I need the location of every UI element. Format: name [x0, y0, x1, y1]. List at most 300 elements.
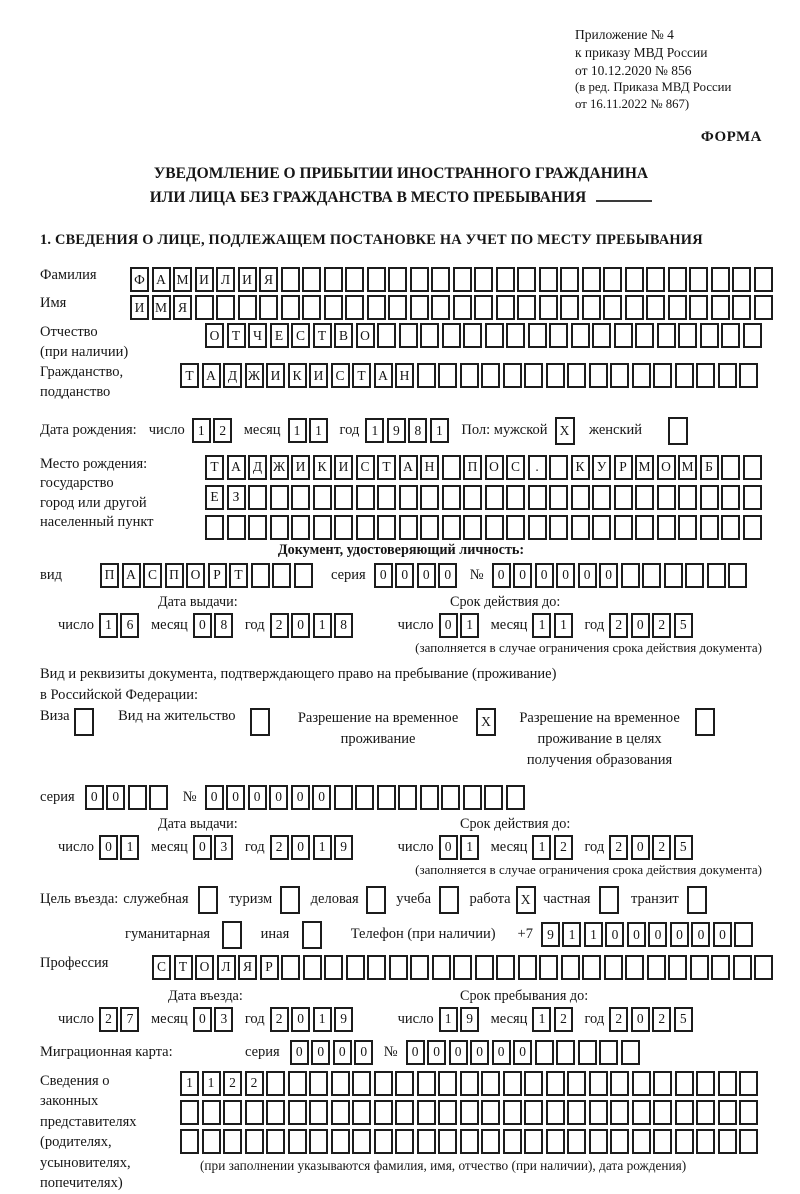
char-cell[interactable] — [743, 323, 762, 348]
char-cell[interactable] — [474, 267, 493, 292]
char-cell[interactable]: А — [122, 563, 141, 588]
char-cell[interactable]: 0 — [427, 1040, 446, 1065]
char-cell[interactable] — [463, 323, 482, 348]
char-cell[interactable] — [517, 295, 536, 320]
char-cell[interactable] — [546, 1071, 565, 1096]
char-cell[interactable] — [690, 955, 709, 980]
char-cell[interactable] — [632, 363, 651, 388]
char-cell[interactable] — [653, 1071, 672, 1096]
char-cell[interactable]: А — [399, 455, 418, 480]
char-cell[interactable] — [410, 955, 429, 980]
char-cell[interactable] — [571, 515, 590, 540]
char-cell[interactable] — [291, 485, 310, 510]
char-cell[interactable] — [707, 563, 726, 588]
char-cell[interactable] — [610, 1129, 629, 1154]
char-cell[interactable] — [657, 323, 676, 348]
char-cell[interactable]: А — [202, 363, 221, 388]
char-cell[interactable] — [582, 955, 601, 980]
char-cell[interactable] — [374, 1100, 393, 1125]
char-cell[interactable]: 2 — [270, 835, 289, 860]
char-cell[interactable]: М — [152, 295, 171, 320]
char-cell[interactable] — [324, 267, 343, 292]
char-cell[interactable] — [668, 417, 688, 445]
char-cell[interactable] — [366, 886, 386, 914]
char-cell[interactable] — [453, 267, 472, 292]
char-cell[interactable] — [582, 267, 601, 292]
char-cell[interactable] — [417, 363, 436, 388]
char-cell[interactable] — [535, 1040, 554, 1065]
char-cell[interactable]: Л — [216, 267, 235, 292]
char-cell[interactable] — [506, 323, 525, 348]
char-cell[interactable]: 1 — [562, 922, 581, 947]
char-cell[interactable]: 5 — [674, 1007, 693, 1032]
char-cell[interactable]: О — [485, 455, 504, 480]
char-cell[interactable]: Т — [229, 563, 248, 588]
char-cell[interactable] — [266, 1100, 285, 1125]
char-cell[interactable] — [503, 1100, 522, 1125]
char-cell[interactable] — [389, 955, 408, 980]
char-cell[interactable] — [560, 267, 579, 292]
char-cell[interactable]: Д — [223, 363, 242, 388]
char-cell[interactable] — [367, 295, 386, 320]
char-cell[interactable]: М — [173, 267, 192, 292]
char-cell[interactable] — [438, 1129, 457, 1154]
char-cell[interactable]: П — [165, 563, 184, 588]
char-cell[interactable] — [567, 1100, 586, 1125]
char-cell[interactable] — [567, 363, 586, 388]
char-cell[interactable]: Ф — [130, 267, 149, 292]
char-cell[interactable] — [668, 267, 687, 292]
char-cell[interactable]: 0 — [354, 1040, 373, 1065]
char-cell[interactable] — [625, 955, 644, 980]
char-cell[interactable]: 1 — [532, 835, 551, 860]
char-cell[interactable]: 2 — [223, 1071, 242, 1096]
char-cell[interactable] — [528, 515, 547, 540]
char-cell[interactable] — [345, 267, 364, 292]
char-cell[interactable]: К — [571, 455, 590, 480]
char-cell[interactable]: О — [205, 323, 224, 348]
char-cell[interactable]: П — [100, 563, 119, 588]
char-cell[interactable]: Т — [180, 363, 199, 388]
char-cell[interactable]: 8 — [334, 613, 353, 638]
char-cell[interactable] — [294, 563, 313, 588]
char-cell[interactable] — [303, 955, 322, 980]
char-cell[interactable]: И — [291, 455, 310, 480]
char-cell[interactable]: К — [288, 363, 307, 388]
char-cell[interactable] — [524, 1100, 543, 1125]
char-cell[interactable]: Е — [270, 323, 289, 348]
char-cell[interactable] — [442, 455, 461, 480]
char-cell[interactable] — [571, 485, 590, 510]
char-cell[interactable] — [632, 1100, 651, 1125]
char-cell[interactable]: 0 — [578, 563, 597, 588]
char-cell[interactable]: 1 — [313, 1007, 332, 1032]
char-cell[interactable] — [687, 886, 707, 914]
char-cell[interactable] — [281, 955, 300, 980]
char-cell[interactable]: 0 — [205, 785, 224, 810]
char-cell[interactable] — [695, 708, 715, 736]
char-cell[interactable]: 5 — [674, 835, 693, 860]
char-cell[interactable]: 0 — [406, 1040, 425, 1065]
char-cell[interactable]: 1 — [584, 922, 603, 947]
char-cell[interactable] — [485, 485, 504, 510]
char-cell[interactable] — [739, 1129, 758, 1154]
char-cell[interactable] — [331, 1100, 350, 1125]
char-cell[interactable] — [546, 1100, 565, 1125]
char-cell[interactable]: Л — [217, 955, 236, 980]
char-cell[interactable]: 0 — [513, 563, 532, 588]
char-cell[interactable]: М — [635, 455, 654, 480]
char-cell[interactable] — [549, 455, 568, 480]
char-cell[interactable] — [754, 295, 773, 320]
char-cell[interactable] — [647, 955, 666, 980]
char-cell[interactable] — [324, 295, 343, 320]
char-cell[interactable] — [334, 785, 353, 810]
char-cell[interactable] — [410, 295, 429, 320]
char-cell[interactable]: 1 — [430, 418, 449, 443]
char-cell[interactable] — [518, 955, 537, 980]
char-cell[interactable]: 0 — [226, 785, 245, 810]
char-cell[interactable] — [128, 785, 147, 810]
char-cell[interactable]: 1 — [439, 1007, 458, 1032]
char-cell[interactable] — [266, 1129, 285, 1154]
char-cell[interactable]: 0 — [248, 785, 267, 810]
char-cell[interactable]: 0 — [193, 613, 212, 638]
char-cell[interactable]: 0 — [291, 613, 310, 638]
char-cell[interactable]: 0 — [417, 563, 436, 588]
char-cell[interactable]: Д — [248, 455, 267, 480]
char-cell[interactable] — [589, 363, 608, 388]
char-cell[interactable]: 1 — [365, 418, 384, 443]
char-cell[interactable]: 0 — [374, 563, 393, 588]
char-cell[interactable] — [442, 485, 461, 510]
char-cell[interactable] — [614, 485, 633, 510]
char-cell[interactable] — [248, 515, 267, 540]
char-cell[interactable] — [245, 1129, 264, 1154]
char-cell[interactable] — [664, 563, 683, 588]
char-cell[interactable] — [642, 563, 661, 588]
char-cell[interactable] — [463, 515, 482, 540]
char-cell[interactable]: 0 — [631, 613, 650, 638]
char-cell[interactable]: 0 — [312, 785, 331, 810]
char-cell[interactable]: 1 — [288, 418, 307, 443]
char-cell[interactable] — [431, 295, 450, 320]
char-cell[interactable] — [718, 363, 737, 388]
char-cell[interactable]: 2 — [213, 418, 232, 443]
char-cell[interactable] — [696, 363, 715, 388]
char-cell[interactable] — [216, 295, 235, 320]
char-cell[interactable] — [460, 1071, 479, 1096]
char-cell[interactable] — [506, 515, 525, 540]
char-cell[interactable] — [417, 1071, 436, 1096]
char-cell[interactable]: А — [227, 455, 246, 480]
char-cell[interactable]: 0 — [290, 1040, 309, 1065]
char-cell[interactable] — [578, 1040, 597, 1065]
char-cell[interactable] — [589, 1100, 608, 1125]
char-cell[interactable] — [721, 455, 740, 480]
char-cell[interactable] — [524, 1129, 543, 1154]
char-cell[interactable] — [377, 485, 396, 510]
char-cell[interactable] — [603, 295, 622, 320]
char-cell[interactable] — [474, 295, 493, 320]
char-cell[interactable]: 0 — [291, 785, 310, 810]
char-cell[interactable]: 0 — [269, 785, 288, 810]
char-cell[interactable] — [721, 323, 740, 348]
char-cell[interactable] — [696, 1071, 715, 1096]
char-cell[interactable]: 2 — [609, 835, 628, 860]
char-cell[interactable] — [675, 1071, 694, 1096]
char-cell[interactable] — [223, 1100, 242, 1125]
char-cell[interactable] — [496, 267, 515, 292]
char-cell[interactable] — [250, 708, 270, 736]
char-cell[interactable]: 2 — [554, 835, 573, 860]
char-cell[interactable]: Я — [259, 267, 278, 292]
char-cell[interactable] — [621, 563, 640, 588]
char-cell[interactable] — [331, 1071, 350, 1096]
char-cell[interactable] — [388, 267, 407, 292]
char-cell[interactable] — [549, 323, 568, 348]
char-cell[interactable] — [202, 1129, 221, 1154]
char-cell[interactable] — [718, 1071, 737, 1096]
char-cell[interactable] — [270, 515, 289, 540]
char-cell[interactable] — [377, 323, 396, 348]
char-cell[interactable] — [420, 323, 439, 348]
char-cell[interactable] — [732, 267, 751, 292]
char-cell[interactable]: 2 — [652, 1007, 671, 1032]
char-cell[interactable] — [549, 485, 568, 510]
char-cell[interactable] — [589, 1071, 608, 1096]
char-cell[interactable] — [592, 485, 611, 510]
char-cell[interactable] — [743, 455, 762, 480]
char-cell[interactable] — [524, 363, 543, 388]
char-cell[interactable] — [711, 295, 730, 320]
char-cell[interactable] — [739, 1071, 758, 1096]
char-cell[interactable] — [754, 955, 773, 980]
char-cell[interactable] — [149, 785, 168, 810]
char-cell[interactable] — [417, 1100, 436, 1125]
char-cell[interactable] — [195, 295, 214, 320]
char-cell[interactable] — [689, 267, 708, 292]
char-cell[interactable] — [592, 323, 611, 348]
char-cell[interactable] — [302, 921, 322, 949]
char-cell[interactable] — [517, 267, 536, 292]
char-cell[interactable]: Н — [420, 455, 439, 480]
char-cell[interactable]: С — [143, 563, 162, 588]
char-cell[interactable] — [496, 295, 515, 320]
char-cell[interactable] — [251, 563, 270, 588]
char-cell[interactable] — [549, 515, 568, 540]
char-cell[interactable]: А — [152, 267, 171, 292]
char-cell[interactable] — [711, 267, 730, 292]
char-cell[interactable] — [281, 267, 300, 292]
char-cell[interactable] — [324, 955, 343, 980]
char-cell[interactable] — [546, 363, 565, 388]
char-cell[interactable] — [463, 485, 482, 510]
char-cell[interactable] — [485, 323, 504, 348]
char-cell[interactable]: 1 — [532, 613, 551, 638]
char-cell[interactable]: 0 — [556, 563, 575, 588]
char-cell[interactable]: X — [476, 708, 496, 736]
char-cell[interactable] — [539, 267, 558, 292]
char-cell[interactable]: 0 — [311, 1040, 330, 1065]
char-cell[interactable] — [438, 1100, 457, 1125]
char-cell[interactable] — [696, 1100, 715, 1125]
char-cell[interactable] — [632, 1129, 651, 1154]
char-cell[interactable]: Т — [313, 323, 332, 348]
char-cell[interactable]: 7 — [120, 1007, 139, 1032]
char-cell[interactable]: 1 — [309, 418, 328, 443]
char-cell[interactable] — [463, 785, 482, 810]
char-cell[interactable] — [331, 1129, 350, 1154]
char-cell[interactable]: 0 — [291, 835, 310, 860]
char-cell[interactable]: 0 — [605, 922, 624, 947]
char-cell[interactable] — [582, 295, 601, 320]
char-cell[interactable] — [503, 1071, 522, 1096]
char-cell[interactable] — [678, 485, 697, 510]
char-cell[interactable]: 0 — [631, 835, 650, 860]
char-cell[interactable]: А — [374, 363, 393, 388]
char-cell[interactable] — [675, 363, 694, 388]
char-cell[interactable] — [417, 1129, 436, 1154]
char-cell[interactable]: И — [238, 267, 257, 292]
char-cell[interactable] — [238, 295, 257, 320]
char-cell[interactable] — [481, 363, 500, 388]
char-cell[interactable] — [291, 515, 310, 540]
char-cell[interactable]: Т — [352, 363, 371, 388]
char-cell[interactable] — [334, 485, 353, 510]
char-cell[interactable] — [272, 563, 291, 588]
char-cell[interactable] — [718, 1100, 737, 1125]
char-cell[interactable]: 0 — [449, 1040, 468, 1065]
char-cell[interactable]: К — [313, 455, 332, 480]
char-cell[interactable]: 8 — [214, 613, 233, 638]
char-cell[interactable] — [739, 1100, 758, 1125]
char-cell[interactable]: 1 — [180, 1071, 199, 1096]
char-cell[interactable] — [356, 515, 375, 540]
char-cell[interactable]: 0 — [648, 922, 667, 947]
char-cell[interactable] — [539, 955, 558, 980]
char-cell[interactable]: Т — [227, 323, 246, 348]
char-cell[interactable]: 9 — [334, 1007, 353, 1032]
char-cell[interactable]: 1 — [313, 835, 332, 860]
char-cell[interactable] — [245, 1100, 264, 1125]
char-cell[interactable]: С — [506, 455, 525, 480]
char-cell[interactable] — [223, 1129, 242, 1154]
char-cell[interactable]: 2 — [245, 1071, 264, 1096]
char-cell[interactable] — [496, 955, 515, 980]
char-cell[interactable]: Н — [395, 363, 414, 388]
char-cell[interactable] — [309, 1071, 328, 1096]
char-cell[interactable] — [657, 515, 676, 540]
char-cell[interactable] — [700, 485, 719, 510]
char-cell[interactable] — [567, 1129, 586, 1154]
char-cell[interactable]: 0 — [106, 785, 125, 810]
char-cell[interactable] — [377, 515, 396, 540]
char-cell[interactable]: 3 — [214, 1007, 233, 1032]
char-cell[interactable]: О — [356, 323, 375, 348]
char-cell[interactable] — [346, 955, 365, 980]
char-cell[interactable] — [685, 563, 704, 588]
char-cell[interactable] — [556, 1040, 575, 1065]
char-cell[interactable] — [288, 1071, 307, 1096]
char-cell[interactable] — [646, 267, 665, 292]
char-cell[interactable]: Т — [205, 455, 224, 480]
char-cell[interactable]: 9 — [541, 922, 560, 947]
char-cell[interactable] — [524, 1071, 543, 1096]
char-cell[interactable] — [503, 363, 522, 388]
char-cell[interactable]: Б — [700, 455, 719, 480]
char-cell[interactable] — [721, 485, 740, 510]
char-cell[interactable]: 1 — [313, 613, 332, 638]
char-cell[interactable]: 0 — [99, 835, 118, 860]
char-cell[interactable] — [675, 1129, 694, 1154]
char-cell[interactable]: 0 — [627, 922, 646, 947]
char-cell[interactable]: 0 — [670, 922, 689, 947]
char-cell[interactable]: 1 — [554, 613, 573, 638]
char-cell[interactable] — [635, 485, 654, 510]
char-cell[interactable] — [227, 515, 246, 540]
char-cell[interactable]: 3 — [214, 835, 233, 860]
char-cell[interactable] — [280, 886, 300, 914]
char-cell[interactable] — [281, 295, 300, 320]
char-cell[interactable]: В — [334, 323, 353, 348]
char-cell[interactable] — [561, 955, 580, 980]
char-cell[interactable]: С — [356, 455, 375, 480]
char-cell[interactable] — [460, 363, 479, 388]
char-cell[interactable] — [395, 1129, 414, 1154]
char-cell[interactable] — [180, 1100, 199, 1125]
char-cell[interactable]: 0 — [713, 922, 732, 947]
char-cell[interactable] — [248, 485, 267, 510]
char-cell[interactable]: 0 — [193, 835, 212, 860]
char-cell[interactable]: 0 — [439, 613, 458, 638]
char-cell[interactable] — [438, 363, 457, 388]
char-cell[interactable] — [678, 323, 697, 348]
char-cell[interactable]: . — [528, 455, 547, 480]
char-cell[interactable] — [603, 267, 622, 292]
char-cell[interactable] — [398, 785, 417, 810]
char-cell[interactable] — [374, 1129, 393, 1154]
char-cell[interactable] — [675, 1100, 694, 1125]
char-cell[interactable] — [589, 1129, 608, 1154]
char-cell[interactable] — [610, 1100, 629, 1125]
char-cell[interactable] — [399, 323, 418, 348]
char-cell[interactable] — [420, 485, 439, 510]
char-cell[interactable] — [732, 295, 751, 320]
char-cell[interactable] — [625, 267, 644, 292]
char-cell[interactable]: 9 — [334, 835, 353, 860]
char-cell[interactable] — [610, 363, 629, 388]
char-cell[interactable]: Я — [173, 295, 192, 320]
char-cell[interactable] — [309, 1129, 328, 1154]
char-cell[interactable] — [460, 1100, 479, 1125]
char-cell[interactable] — [506, 785, 525, 810]
char-cell[interactable] — [345, 295, 364, 320]
char-cell[interactable] — [689, 295, 708, 320]
char-cell[interactable] — [388, 295, 407, 320]
char-cell[interactable]: 1 — [120, 835, 139, 860]
char-cell[interactable]: Р — [614, 455, 633, 480]
char-cell[interactable]: 8 — [408, 418, 427, 443]
char-cell[interactable] — [610, 1071, 629, 1096]
char-cell[interactable] — [485, 515, 504, 540]
char-cell[interactable] — [222, 921, 242, 949]
char-cell[interactable]: 2 — [554, 1007, 573, 1032]
char-cell[interactable] — [352, 1129, 371, 1154]
char-cell[interactable] — [503, 1129, 522, 1154]
char-cell[interactable] — [599, 886, 619, 914]
char-cell[interactable] — [420, 785, 439, 810]
